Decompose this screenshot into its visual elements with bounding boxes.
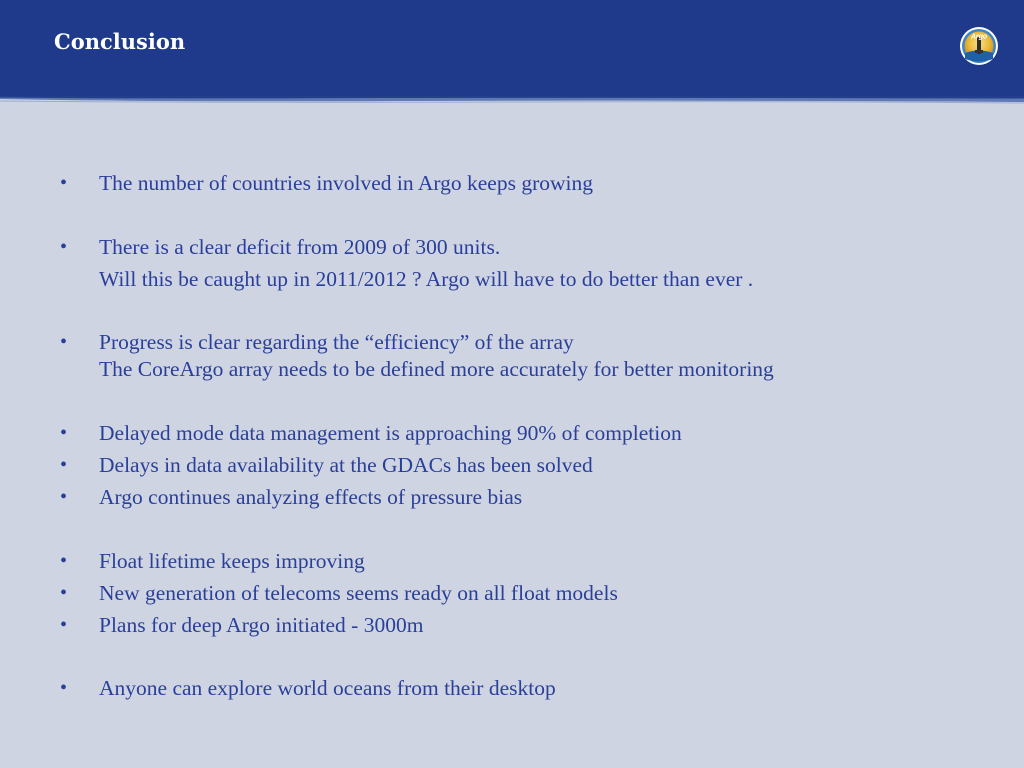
bullet-text: The number of countries involved in Argo keeps growing — [99, 171, 594, 195]
bullet-text: Delayed mode data management is approaching 90% of completion — [99, 421, 682, 445]
bullet-marker: • — [60, 422, 68, 444]
logo-text: Argo — [970, 33, 988, 41]
bullet-marker: • — [60, 172, 68, 194]
bullet-text: Plans for deep Argo initiated - 3000m — [99, 613, 424, 637]
bullet-marker: • — [60, 550, 68, 572]
bullet-text: Argo continues analyzing effects of pressure bias — [99, 485, 523, 509]
bullet-marker: • — [60, 614, 68, 636]
bullet-text: Will this be caught up in 2011/2012 ? Argo will have to do better than ever . — [99, 267, 754, 291]
bullet-marker: • — [60, 582, 68, 604]
bullet-marker: • — [60, 236, 68, 258]
bullet-text: The CoreArgo array needs to be defined more accurately for better monitoring — [99, 357, 774, 381]
bullet-marker: • — [60, 677, 68, 699]
slide-title: Conclusion — [54, 29, 186, 54]
bullet-marker: • — [60, 331, 68, 353]
bullet-text: There is a clear deficit from 2009 of 300 units. — [99, 235, 501, 259]
bullet-text: Float lifetime keeps improving — [99, 549, 365, 573]
bullet-text: New generation of telecoms seems ready on all float models — [99, 581, 618, 605]
bullet-text: Anyone can explore world oceans from their desktop — [99, 676, 556, 700]
bullet-text: Delays in data availability at the GDACs has been solved — [99, 453, 593, 477]
bullet-marker: • — [60, 486, 68, 508]
bullet-text: Progress is clear regarding the “efficiency” of the array — [99, 330, 574, 354]
bullet-marker: • — [60, 454, 68, 476]
